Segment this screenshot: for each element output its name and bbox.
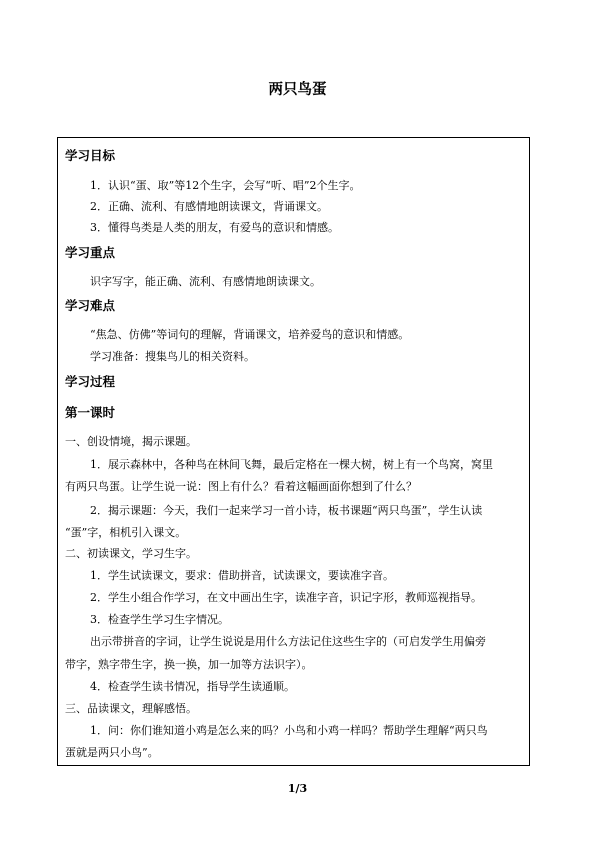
paragraph: 1．展示森林中，各种鸟在林间飞舞，最后定格在一棵大树，树上有一个鸟窝，窝里	[90, 458, 493, 471]
paragraph: 4．检查学生读书情况，指导学生读通顺。	[90, 680, 295, 693]
paragraph: 2．学生小组合作学习，在文中画出生字，读准字音，识记字形，教师巡视指导。	[90, 591, 482, 604]
paragraph: “蛋”字，相机引入课文。	[65, 526, 187, 539]
lesson-heading: 第一课时	[65, 405, 116, 420]
prep-text: 学习准备：搜集鸟儿的相关资料。	[90, 350, 255, 363]
paragraph: 3．检查学生学习生字情况。	[90, 613, 229, 626]
goal-item: 1．认识“蛋、取”等12个生字，会写“听、唱”2个生字。	[90, 179, 361, 192]
paragraph: 蛋就是两只小鸟”。	[65, 746, 159, 759]
goals-heading: 学习目标	[65, 148, 116, 163]
paragraph: 1．问：你们谁知道小鸡是怎么来的吗？小鸟和小鸡一样吗？帮助学生理解“两只鸟	[90, 724, 488, 737]
paragraph: 一、创设情境，揭示课题。	[65, 435, 197, 448]
paragraph: 2．揭示课题：今天，我们一起来学习一首小诗，板书课题“两只鸟蛋”，学生认读	[90, 504, 483, 517]
key-text: 识字写字，能正确、流利、有感情地朗读课文。	[90, 275, 321, 288]
process-heading: 学习过程	[65, 374, 116, 389]
paragraph: 1．学生试读课文，要求：借助拼音，试读课文，要读准字音。	[90, 569, 394, 582]
key-heading: 学习重点	[65, 245, 116, 260]
page-indicator: 1/3	[287, 782, 308, 795]
lesson-plan-table	[57, 137, 530, 766]
paragraph: 有两只鸟蛋。让学生说一说：图上有什么？看着这幅画面你想到了什么？	[65, 480, 417, 493]
goal-item: 2．正确、流利、有感情地朗读课文，背诵课文。	[90, 200, 328, 213]
document-title: 两只鸟蛋	[268, 82, 327, 98]
goal-item: 3．懂得鸟类是人类的朋友，有爱鸟的意识和情感。	[90, 221, 339, 234]
paragraph: 带字，熟字带生字，换一换，加一加等方法识字）。	[65, 658, 313, 671]
difficulty-heading: 学习难点	[65, 298, 116, 313]
difficulty-text: “焦急、仿佛”等词句的理解，背诵课文，培养爱鸟的意识和情感。	[90, 328, 410, 341]
paragraph: 二、初读课文，学习生字。	[65, 547, 197, 560]
paragraph: 三、品读课文，理解感悟。	[65, 702, 197, 715]
paragraph: 出示带拼音的字词，让学生说说是用什么方法记住这些生字的（可启发学生用偏旁	[90, 635, 486, 648]
